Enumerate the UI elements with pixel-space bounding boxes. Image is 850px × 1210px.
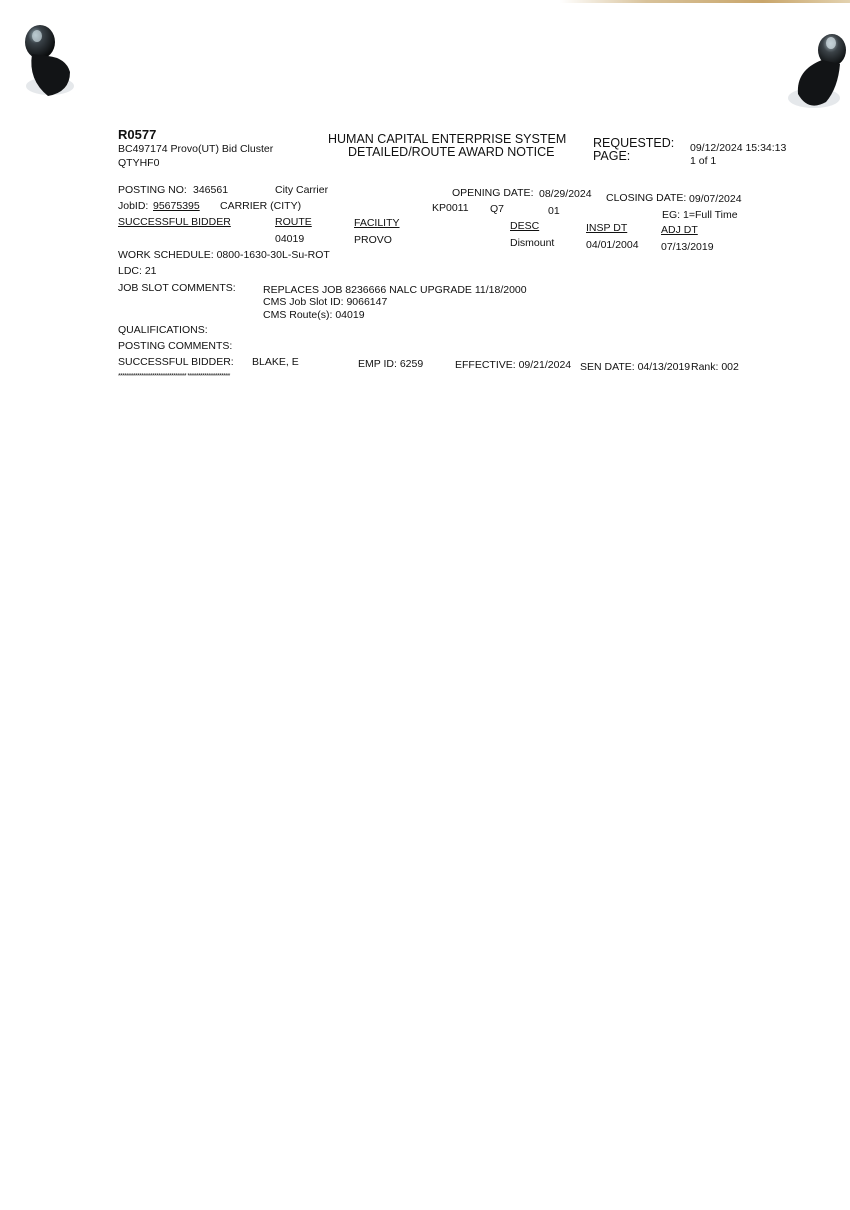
row-adj-dt: 07/13/2019 bbox=[661, 241, 714, 253]
cluster-code: QTYHF0 bbox=[118, 157, 160, 169]
job-slot-line-2: CMS Job Slot ID: 9066147 bbox=[263, 296, 388, 308]
opening-date-label: OPENING DATE: bbox=[452, 187, 534, 199]
header-facility: FACILITY bbox=[354, 217, 400, 229]
row-desc: Dismount bbox=[510, 237, 555, 249]
posting-comments-label: POSTING COMMENTS: bbox=[118, 340, 233, 352]
effective-date: EFFECTIVE: 09/21/2024 bbox=[455, 359, 572, 371]
seniority-date: SEN DATE: 04/13/2019 bbox=[580, 361, 691, 373]
emp-id: EMP ID: 6259 bbox=[358, 358, 424, 370]
successful-bidder-label: SUCCESSFUL BIDDER: bbox=[118, 356, 234, 368]
qualifications-label: QUALIFICATIONS: bbox=[118, 324, 208, 336]
header-desc: DESC bbox=[510, 220, 540, 232]
row-facility: PROVO bbox=[354, 234, 392, 246]
kp-code: KP0011 bbox=[432, 202, 469, 214]
requested-value: 09/12/2024 15:34:13 bbox=[690, 142, 787, 154]
job-slot-line-1: REPLACES JOB 8236666 NALC UPGRADE 11/18/2000 bbox=[263, 284, 527, 296]
bidder-name: BLAKE, E bbox=[252, 356, 299, 368]
wood-edge bbox=[560, 0, 850, 3]
header-adj-dt: ADJ DT bbox=[661, 224, 698, 236]
row-insp-dt: 04/01/2004 bbox=[586, 239, 639, 251]
rank: Rank: 002 bbox=[691, 361, 739, 373]
job-title: CARRIER (CITY) bbox=[220, 200, 302, 212]
work-schedule: WORK SCHEDULE: 0800-1630-30L-Su-ROT bbox=[118, 249, 330, 261]
push-pin-left-icon bbox=[18, 20, 78, 105]
q-code: Q7 bbox=[490, 203, 505, 215]
header-insp-dt: INSP DT bbox=[586, 222, 628, 234]
posting-no-label: POSTING NO: bbox=[118, 184, 187, 196]
header-successful-bidder: SUCCESSFUL BIDDER bbox=[118, 216, 231, 228]
eg-status: EG: 1=Full Time bbox=[662, 209, 738, 221]
bid-cluster: BC497174 Provo(UT) Bid Cluster bbox=[118, 143, 274, 155]
header-route: ROUTE bbox=[275, 216, 312, 228]
system-title: HUMAN CAPITAL ENTERPRISE SYSTEM bbox=[328, 132, 567, 146]
push-pin-right-icon bbox=[786, 28, 850, 118]
separator-line: ******************************** ******************** bbox=[118, 373, 230, 380]
requested-label: REQUESTED: bbox=[593, 136, 675, 150]
job-type: City Carrier bbox=[275, 184, 329, 196]
opening-date: 08/29/2024 bbox=[539, 188, 592, 200]
posting-no: 346561 bbox=[193, 184, 229, 196]
page-label: PAGE: bbox=[593, 149, 631, 163]
code-01: 01 bbox=[548, 205, 560, 217]
report-id: R0577 bbox=[118, 127, 157, 142]
row-route: 04019 bbox=[275, 233, 305, 245]
jobid-label: JobID: bbox=[118, 200, 149, 212]
ldc: LDC: 21 bbox=[118, 265, 157, 277]
job-slot-label: JOB SLOT COMMENTS: bbox=[118, 282, 236, 294]
closing-date-label: CLOSING DATE: bbox=[606, 192, 687, 204]
job-slot-line-3: CMS Route(s): 04019 bbox=[263, 309, 365, 321]
page-value: 1 of 1 bbox=[690, 155, 717, 167]
jobid: 95675395 bbox=[153, 200, 200, 212]
notice-title: DETAILED/ROUTE AWARD NOTICE bbox=[348, 145, 555, 159]
closing-date: 09/07/2024 bbox=[689, 193, 742, 205]
